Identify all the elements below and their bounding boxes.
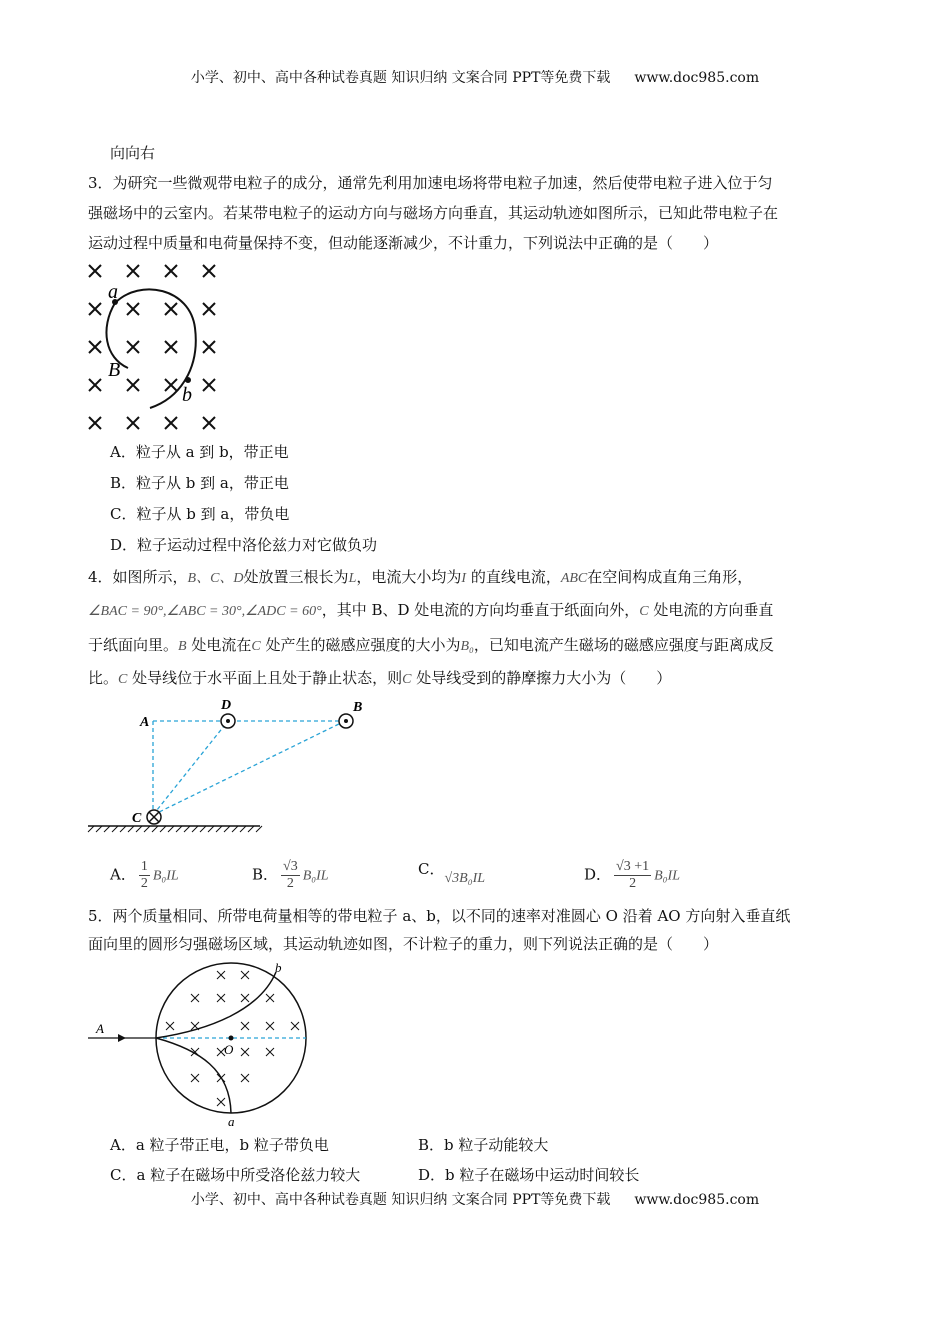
field-cross-mark <box>217 1074 225 1082</box>
field-cross-mark <box>166 1022 174 1030</box>
field-cross-mark <box>241 1048 249 1056</box>
field-cross-mark <box>127 379 139 391</box>
math: B₀IL <box>152 868 179 884</box>
q3-figure <box>80 258 230 438</box>
math: B、C、D <box>187 571 244 586</box>
field-cross-mark <box>191 1022 199 1030</box>
field-cross-mark <box>203 303 215 315</box>
prev-answer-tail: 向向右 <box>110 144 156 162</box>
q4-option-b[interactable] <box>252 859 329 892</box>
ground-hatch <box>160 826 166 832</box>
ground-hatch <box>112 826 118 832</box>
ground-hatch <box>96 826 102 832</box>
field-cross-mark <box>291 1022 299 1030</box>
field-cross-mark <box>241 1074 249 1082</box>
math: C <box>639 604 649 619</box>
q4-line-4 <box>88 668 671 690</box>
denominator: 2 <box>140 876 148 891</box>
label-A: A <box>96 1021 104 1036</box>
t: 处电流的方向垂直 <box>648 601 774 619</box>
t: B． <box>252 865 279 884</box>
ground-hatch <box>144 826 150 832</box>
field-cross-mark <box>217 1098 225 1106</box>
t: D． <box>584 865 612 884</box>
numerator: 1 <box>140 859 148 874</box>
ground-hatch <box>216 826 222 832</box>
t: C． <box>418 860 445 878</box>
label-a: a <box>108 281 118 303</box>
t: 处导线受到的静摩擦力大小为（ ） <box>411 669 672 687</box>
field-cross-mark <box>165 379 177 391</box>
field-cross-mark <box>266 994 274 1002</box>
q3-option-d[interactable]: D．粒子运动过程中洛伦兹力对它做负功 <box>110 536 378 554</box>
q5-line: 面向里的圆形匀强磁场区域，其运动轨迹如图，不计粒子的重力，则下列说法正确的是（ ） <box>88 935 719 953</box>
field-cross-mark <box>241 971 249 979</box>
label-C: C <box>132 811 142 826</box>
field-cross-mark <box>165 341 177 353</box>
ground-hatch <box>176 826 182 832</box>
t: 处放置三根长为 <box>243 568 349 586</box>
field-cross-mark <box>127 417 139 429</box>
field-cross-mark <box>165 417 177 429</box>
math: C <box>402 672 412 687</box>
t: 4．如图所示， <box>88 568 188 586</box>
q5-option-d[interactable]: D．b 粒子在磁场中运动时间较长 <box>418 1166 640 1184</box>
t: ，电流大小均为 <box>356 568 462 586</box>
ground-hatch <box>192 826 198 832</box>
field-cross-mark <box>89 265 101 277</box>
ground-hatch <box>88 826 94 832</box>
ground-hatch <box>224 826 230 832</box>
ground-hatch <box>128 826 134 832</box>
q3-option-b[interactable]: B．粒子从 b 到 a，带正电 <box>110 474 289 492</box>
page-footer <box>0 1190 950 1210</box>
t: 比。 <box>88 669 119 687</box>
ground-hatch <box>240 826 246 832</box>
fraction <box>139 859 150 892</box>
label-A: A <box>140 715 150 730</box>
label-D: D <box>221 698 232 713</box>
field-cross-mark <box>266 1048 274 1056</box>
ground-hatch <box>168 826 174 832</box>
label-B: B <box>353 700 363 715</box>
field-cross-mark <box>89 379 101 391</box>
label-b: b <box>275 960 282 975</box>
t: ，其中 B、D 处电流的方向均垂直于纸面向外， <box>321 601 640 619</box>
field-cross-mark <box>217 994 225 1002</box>
q4-figure <box>80 695 380 835</box>
ground-hatch <box>184 826 190 832</box>
math: B <box>178 639 187 654</box>
math: B₀IL <box>654 868 680 884</box>
t: 处产生的磁感应强度的大小为 <box>260 636 461 654</box>
field-cross-mark <box>89 417 101 429</box>
q4-line-1 <box>88 567 752 589</box>
label-a: a <box>228 1114 235 1129</box>
ground-hatch <box>136 826 142 832</box>
field-cross-mark <box>217 971 225 979</box>
t: 处电流在 <box>186 636 252 654</box>
ground-hatch <box>152 826 158 832</box>
field-cross-mark <box>127 341 139 353</box>
q5-option-a[interactable]: A．a 粒子带正电，b 粒子带负电 <box>110 1136 329 1154</box>
footer-url: www.doc985.com <box>634 1192 760 1208</box>
footer-text: 小学、初中、高中各种试卷真题 知识归纳 文案合同 PPT等免费下载 <box>190 1192 611 1208</box>
label-b: b <box>182 384 192 406</box>
q5-option-b[interactable]: B．b 粒子动能较大 <box>418 1136 549 1154</box>
t: 于纸面向里。 <box>88 636 179 654</box>
ground-hatch <box>120 826 126 832</box>
math: I <box>461 571 467 586</box>
q4-option-a[interactable] <box>110 859 179 892</box>
field-cross-mark <box>203 379 215 391</box>
t: 处导线位于水平面上且处于静止状态，则 <box>127 669 403 687</box>
field-cross-mark <box>241 1022 249 1030</box>
math: B₀IL <box>302 868 329 884</box>
field-cross-mark <box>241 994 249 1002</box>
field-cross-mark <box>191 1074 199 1082</box>
q4-line-3 <box>88 635 774 657</box>
field-cross-mark <box>127 303 139 315</box>
fraction <box>281 859 300 892</box>
q4-option-d[interactable] <box>584 859 680 892</box>
ground-hatch <box>200 826 206 832</box>
field-cross-mark <box>89 341 101 353</box>
field-cross-mark <box>203 417 215 429</box>
math: C <box>118 672 128 687</box>
q3-line: 3．为研究一些微观带电粒子的成分，通常先利用加速电场将带电粒子加速，然后使带电粒子进入位于匀 <box>88 174 773 192</box>
t: 的直线电流， <box>466 568 561 586</box>
q5-option-c[interactable]: C．a 粒子在磁场中所受洛伦兹力较大 <box>110 1166 361 1184</box>
math: √3B₀IL <box>444 871 486 886</box>
q5-line: 5．两个质量相同、所带电荷量相等的带电粒子 a、b，以不同的速率对准圆心 O 沿着 AO 方向射入垂直纸 <box>88 907 791 925</box>
math: ABC <box>560 571 588 586</box>
numerator: √3 <box>283 859 298 874</box>
field-cross-mark <box>203 341 215 353</box>
ground-hatch <box>248 826 254 832</box>
q3-option-a[interactable]: A．粒子从 a 到 b，带正电 <box>110 443 289 461</box>
q3-option-c[interactable]: C．粒子从 b 到 a，带负电 <box>110 505 290 523</box>
ground-hatch <box>208 826 214 832</box>
header-url: www.doc985.com <box>634 70 760 86</box>
math: B₀ <box>460 639 474 654</box>
ground-hatch <box>232 826 238 832</box>
q5-figure <box>80 960 320 1130</box>
label-B: B <box>108 359 121 381</box>
field-cross-mark <box>127 265 139 277</box>
t: ，已知电流产生磁场的磁感应强度与距离成反 <box>473 636 774 654</box>
math: L <box>348 571 357 586</box>
t: 在空间构成直角三角形， <box>587 568 753 586</box>
q3-line: 强磁场中的云室内。若某带电粒子的运动方向与磁场方向垂直，其运动轨迹如图所示，已知此带电粒子在 <box>88 204 779 222</box>
q4-line-2 <box>88 600 773 622</box>
numerator: √3 +1 <box>616 859 650 874</box>
math: C <box>251 639 261 654</box>
field-cross-mark <box>165 265 177 277</box>
denominator: 2 <box>286 876 294 891</box>
field-cross-mark <box>203 265 215 277</box>
math: ∠BAC = 90°,∠ABC = 30°,∠ADC = 60° <box>88 604 322 619</box>
fraction <box>614 859 651 892</box>
header-text: 小学、初中、高中各种试卷真题 知识归纳 文案合同 PPT等免费下载 <box>190 70 611 86</box>
field-cross-mark <box>191 994 199 1002</box>
ground-hatch <box>256 826 262 832</box>
field-cross-mark <box>165 303 177 315</box>
field-cross-mark <box>89 303 101 315</box>
page-header <box>0 68 950 88</box>
field-cross-mark <box>266 1022 274 1030</box>
q3-line: 运动过程中质量和电荷量保持不变，但动能逐渐减少，不计重力，下列说法中正确的是（ ） <box>88 234 719 252</box>
label-O: O <box>224 1042 234 1057</box>
denominator: 2 <box>629 876 637 891</box>
q4-option-c[interactable] <box>418 859 486 886</box>
ground-hatch <box>104 826 110 832</box>
t: A． <box>110 865 136 884</box>
